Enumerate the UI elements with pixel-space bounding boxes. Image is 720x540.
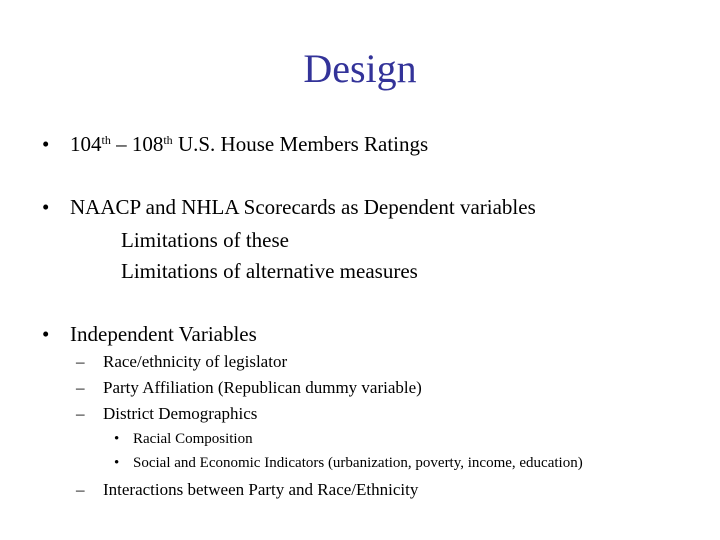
slide-title: Design bbox=[303, 46, 417, 91]
bullet-text: Independent Variables bbox=[70, 322, 257, 346]
bullet-text: 104th – 108th U.S. House Members Ratings bbox=[70, 132, 429, 156]
bullet-icon: • bbox=[114, 455, 120, 471]
bullet-icon: • bbox=[42, 132, 50, 156]
dash-icon: – bbox=[76, 404, 85, 423]
dash-icon: – bbox=[76, 378, 85, 397]
bullet-icon: • bbox=[114, 431, 120, 447]
bullet-text: NAACP and NHLA Scorecards as Dependent variables bbox=[70, 195, 536, 219]
bullet-icon: • bbox=[42, 195, 50, 219]
sub-limitations-alternative: Limitations of alternative measures bbox=[121, 259, 418, 283]
sub-limitations-these: Limitations of these bbox=[121, 228, 289, 252]
bullet-icon: • bbox=[42, 322, 50, 346]
dash-icon: – bbox=[76, 352, 85, 371]
dash-icon: – bbox=[76, 480, 85, 499]
